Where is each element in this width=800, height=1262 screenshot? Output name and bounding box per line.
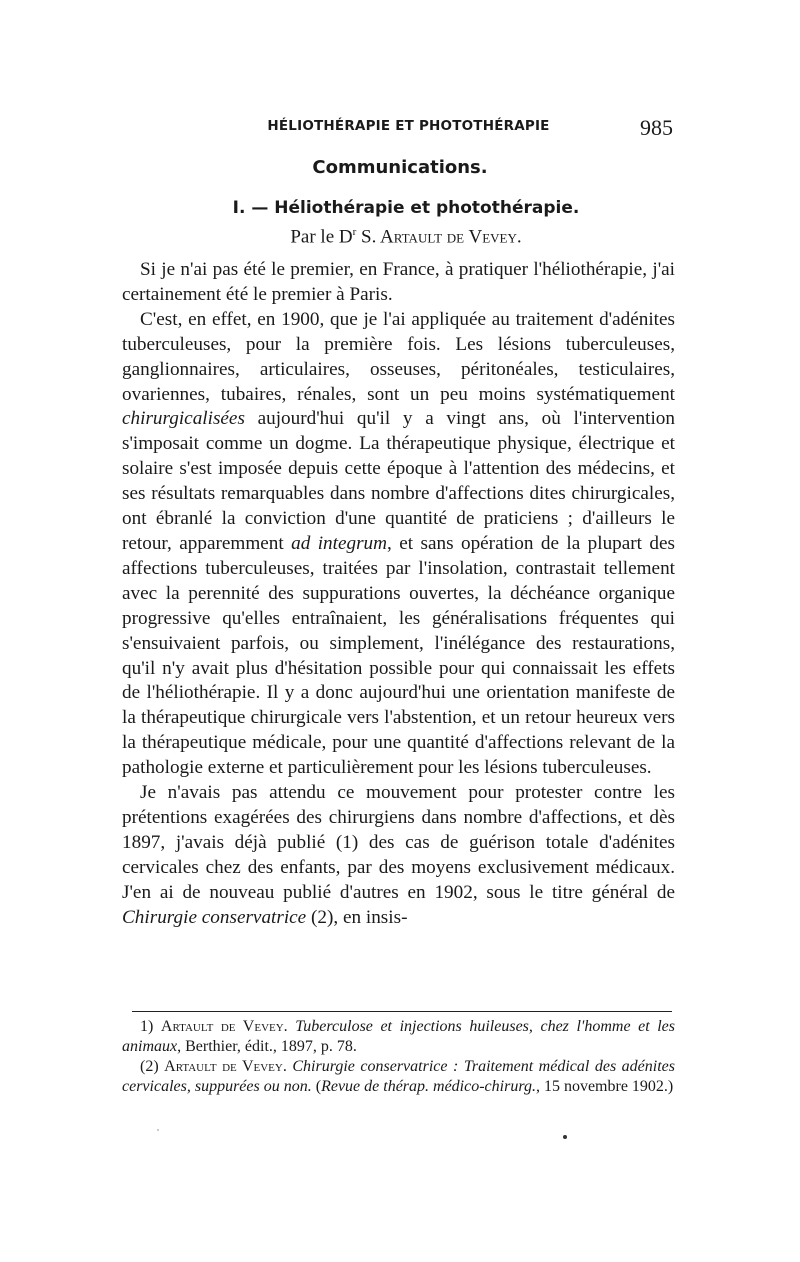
author-line: [0, 226, 800, 248]
footnote-rule: [132, 1011, 672, 1012]
footnote-2-title: Chirurgie conservatrice : Traitement médical des adénites cervicales, suppurées ou non.: [122, 1058, 676, 1095]
author-name: S. Artault de Vevey.: [361, 226, 522, 248]
paragraph-3-italic: Chirurgie conservatrice: [122, 906, 307, 928]
footnote-1: [122, 1017, 675, 1057]
ink-speck: [157, 1129, 159, 1131]
paragraph-2: [122, 308, 675, 781]
body-text: [122, 258, 675, 930]
footnote-1-number: 1): [140, 1018, 161, 1035]
footnote-2-number: (2): [140, 1058, 165, 1075]
footnote-1-rest: , Berthier, édit., 1897, p. 78.: [177, 1038, 357, 1055]
author-superscript: r: [352, 226, 357, 238]
footnote-2-journal-open: (: [311, 1078, 322, 1095]
footnote-2-author: Artault de Vevey.: [164, 1058, 287, 1075]
ink-speck: [563, 1135, 567, 1139]
paragraph-2-italic-2: ad integrum: [291, 532, 388, 554]
section-title: Communications.: [312, 157, 488, 178]
paragraph-3-text-b: (2), en insis-: [306, 906, 408, 928]
paragraph-2-text-a: C'est, en effet, en 1900, que je l'ai appliquée au traitement d'adénites tuberculeuses, pour la première fois. Les lésions tuberculeuses, ganglionnaires, articulaires, osseuses, péritonéales, testiculaires, ovariennes, tubaires, rénales, sont un peu moins systématiquement: [122, 308, 675, 405]
paragraph-3: [122, 781, 675, 930]
footnote-2-rest: , 15 novembre 1902.): [535, 1078, 674, 1095]
article-title: I. — Héliothérapie et photothérapie.: [232, 198, 580, 218]
paragraph-2-text-b: aujourd'hui qu'il y a vingt ans, où l'intervention s'imposait comme un dogme. La thérapeutique physique, électrique et solaire s'est imposée depuis cette époque à l'attention des médecins, et ses résultats remarquables dans nombre d'affections dites chirurgicales, ont ébranlé la conviction d'une quantité de praticiens ; d'ailleurs le retour, apparemment: [122, 408, 675, 554]
paragraph-2-italic-1: chirurgicalisées: [122, 408, 245, 430]
page-number: 985: [640, 115, 673, 140]
paragraph-3-text-a: Je n'avais pas attendu ce mouvement pour protester contre les prétentions exagérées des chirurgiens dans nombre d'affections, et dès 1897, j'avais déjà publié (1) des cas de guérison totale d'adénites cervicales chez des enfants, par des moyens exclusivement médicaux. J'en ai de nouveau publié d'autres en 1902, sous le titre général de: [122, 782, 675, 903]
paragraph-2-text-c: , et sans opération de la plupart des affections tuberculeuses, traitées par l'insolation, contrastait tellement avec la perennité des suppurations ouvertes, la déchéance organique progressive qu'elles entraînaient, les généralisations fréquentes qui s'ensuivaient parfois, ou simplement, l'inélégance des restaurations, qu'il n'y avait plus d'hésitation possible pour qui connaissait les effets de l'héliothérapie. Il y a donc aujourd'hui une orientation manifeste de la thérapeutique chirurgicale vers l'abstention, et un retour heureux vers la thérapeutique médicale, pour une quantité d'affections relevant de la pathologie externe et particulièrement pour les lésions tuberculeuses.: [122, 532, 675, 779]
paragraph-1-text: Si je n'ai pas été le premier, en France, à pratiquer l'héliothérapie, j'ai certainement été le premier à Paris.: [122, 259, 675, 305]
author-prefix: Par le D: [290, 226, 353, 248]
footnote-1-author: Artault de Vevey.: [160, 1018, 288, 1035]
paragraph-1: [122, 258, 675, 308]
running-title: HÉLIOTHÉRAPIE ET PHOTOTHÉRAPIE: [267, 118, 550, 134]
footnotes: [122, 1017, 675, 1097]
footnote-2-journal: Revue de thérap. médico-chirurg.: [321, 1078, 536, 1095]
footnote-1-title: Tuberculose et injections huileuses, chez l'homme et les animaux: [122, 1018, 676, 1055]
footnote-2: [122, 1057, 675, 1097]
running-header: [122, 115, 675, 142]
